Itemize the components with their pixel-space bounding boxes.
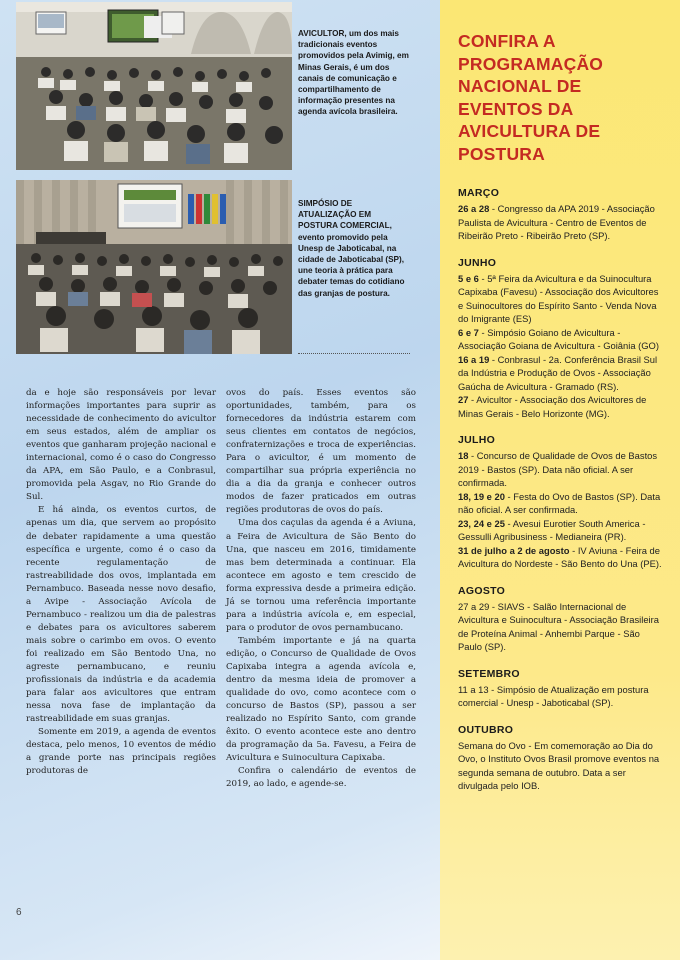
- event-date: 16 a 19: [458, 353, 490, 365]
- avicultor-event-photo: [16, 2, 292, 170]
- event-description: - Avesui Eurotier South America - Gessulli Agribusiness - Medianeira (PR).: [458, 517, 646, 542]
- event-description: - 5ª Feira da Avicultura e da Suinocultura Capixaba (Favesu) - Associação dos Avicultores e Suinocultores do Espírito Santo - Venda Nova do Imigrante (ES): [458, 272, 659, 324]
- simposio-event-photo: [16, 180, 292, 354]
- article-column-2: [226, 387, 416, 791]
- event-date: 18, 19 e 20: [458, 490, 505, 502]
- event-date: 5 e 6: [458, 272, 479, 284]
- event-date: 23, 24 e 25: [458, 517, 505, 529]
- event-item: [458, 517, 663, 544]
- event-item: [458, 490, 663, 517]
- event-item: [458, 600, 663, 654]
- month-name: MARÇO: [458, 187, 500, 199]
- event-date: 31 de julho a 2 de agosto: [458, 544, 570, 556]
- month-name: OUTUBRO: [458, 723, 514, 736]
- article-paragraph: Confira o calendário de eventos de 2019, ao lado, e agende-se.: [226, 766, 416, 790]
- event-item: [458, 202, 663, 243]
- article-paragraph: Também importante e já na quarta edição, o Concurso de Qualidade de Ovos Capixaba integra a agenda avícola e, dentro da mesma ideia de promover a qualidade do ovo, como acontece com o concurso de Bastos (SP), passou a ser realizado no Espírito Santo, com grande êxito. O evento acontece este ano dentro da programação da 5a. Favesu, a Feira de Avicultura e Suinocultura Capixaba.: [226, 635, 416, 764]
- event-description: - Festa do Ovo de Bastos (SP). Data não oficial. A ser confirmada.: [458, 490, 661, 515]
- simposio-photo-caption: SIMPÓSIO DE ATUALIZAÇÃO EM POSTURA COMERCIAL, evento promovido pela Unesp de Jaboticabal, na cidade de Jaboticabal (SP), une teoria à prática para debater temas do cotidiano das granjas de postura.: [298, 199, 405, 298]
- event-item: [458, 739, 663, 793]
- month-block: [458, 257, 663, 421]
- event-description: 27 a 29 - SIAVS - Salão Internacional de Avicultura e Suinocultura - Associação Brasileira de Proteína Animal - Anhembi Parque - São Paulo (SP).: [458, 600, 659, 652]
- event-item: [458, 353, 663, 394]
- event-description: 11 a 13 - Simpósio de Atualização em postura comercial - Unesp - Jaboticabal (SP).: [458, 683, 649, 708]
- article-paragraph: ovos do país. Esses eventos são oportunidades, também, para os fornecedores da indústria estarem com seus clientes em contatos de negócios, confraternizações e troca de experiências. Para o avicultor, é um momento de compartilhar sua própria experiência no dia a dia da granja e conhecer outros modos de fazer praticados em outras regiões produtoras de ovos do país.: [226, 388, 416, 516]
- sidebar-title: CONFIRA A PROGRAMAÇÃO NACIONAL DE EVENTOS DA AVICULTURA DE POSTURA: [458, 31, 604, 164]
- event-date: 26 a 28: [458, 203, 490, 214]
- event-description: Semana do Ovo - Em comemoração ao Dia do Ovo, o Instituto Ovos Brasil promove eventos na segunda semana de outubro. Data a ser divulgada pelo IOB.: [458, 739, 660, 791]
- event-calendar: [458, 187, 663, 793]
- event-description: - Avicultor - Associação dos Avicultores de Minas Gerais - Belo Horizonte (MG).: [458, 394, 647, 419]
- event-item: [458, 326, 663, 353]
- event-item: [458, 544, 663, 571]
- article-paragraph: Uma dos caçulas da agenda é a Aviuna, a Feira de Avicultura de São Bento do Una, que nasceu em 2016, timidamente mas bem determinada a continuar. Ela acontece em agosto e tem crescido de forma expressiva desde a primeira edição. Já se tornou uma referência importante para a indústria avícola e, em especial, para o produtor de ovos pernambucano.: [226, 518, 416, 633]
- month-name: JUNHO: [458, 256, 497, 269]
- events-sidebar: [440, 0, 680, 960]
- month-name: SETEMBRO: [458, 667, 520, 680]
- event-item: [458, 272, 663, 326]
- month-block: [458, 724, 663, 793]
- event-description: - Concurso de Qualidade de Ovos de Bastos 2019 - Bastos (SP). Data não oficial. A ser confirmada.: [458, 450, 658, 488]
- avicultor-photo-caption: AVICULTOR, um dos mais tradicionais eventos promovidos pela Avimig, em Minas Gerais, é um dos canais de comunicação e compartilhamento de informação presentes na agenda avícola brasileira.: [298, 29, 409, 117]
- article-paragraph: da e hoje são responsáveis por levar informações importantes para suprir as necessidade de conhecimento do avicultor em seus estados, além de ampliar os eventos que ganharam projeção nacional e internacional, como é o caso do Congresso da APA, em São Paulo, e a Conbrasul, promovida pela Asgav, no Rio Grande do Sul.: [26, 388, 216, 503]
- event-item: [458, 683, 663, 710]
- event-description: - Simpósio Goiano de Avicultura - Associação Goiana de Avicultura - Goiânia (GO): [458, 326, 659, 351]
- event-description: - IV Aviuna - Feira de Avicultura do Nordeste - São Bento do Una (PE).: [458, 544, 662, 569]
- caption-divider: [298, 353, 410, 354]
- month-name: AGOSTO: [458, 584, 506, 597]
- event-description: - Congresso da APA 2019 - Associação Paulista de Avicultura - Centro de Eventos de Ribeirão Preto - Ribeirão Preto (SP).: [458, 203, 655, 241]
- event-item: [458, 393, 663, 420]
- month-block: [458, 187, 663, 243]
- month-block: [458, 585, 663, 654]
- event-date: 18: [458, 450, 469, 461]
- month-block: [458, 434, 663, 571]
- event-date: 27: [458, 394, 469, 405]
- event-date: 6 e 7: [458, 326, 479, 338]
- event-description: - Conbrasul - 2a. Conferência Brasil Sul da Indústria e Produção de Ovos - Associação Gaúcha de Avicultura - Gramado (RS).: [458, 353, 658, 392]
- article-paragraph: E há ainda, os eventos curtos, de apenas um dia, que servem ao propósito de debater rapidamente a uma questão específica e urgente, como é o caso da recente regulamentação de rastreabilidade dos ovos, implantada em Pernambuco. Baseada nesse novo desafio, a Avipe - Associação Avícola de Pernambuco - realizou um dia de palestras e debates para os avicultores saberem mais sobre o carimbo em ovos. O evento foi realizado em São Bentodo Una, no agreste pernambucano, e reuniu profissionais da indústria e da academia para falar aos avicultores que entram nessa nova fase de implantação da rastreabilidade em suas granjas.: [26, 505, 216, 725]
- page-number: 6: [16, 907, 22, 918]
- article-column-1: [26, 387, 216, 778]
- event-item: [458, 449, 663, 490]
- article-paragraph: Somente em 2019, a agenda de eventos destaca, pelo menos, 10 eventos de médio a grande porte nas principais regiões produtoras de: [26, 727, 216, 777]
- month-block: [458, 668, 663, 710]
- month-name: JULHO: [458, 434, 496, 446]
